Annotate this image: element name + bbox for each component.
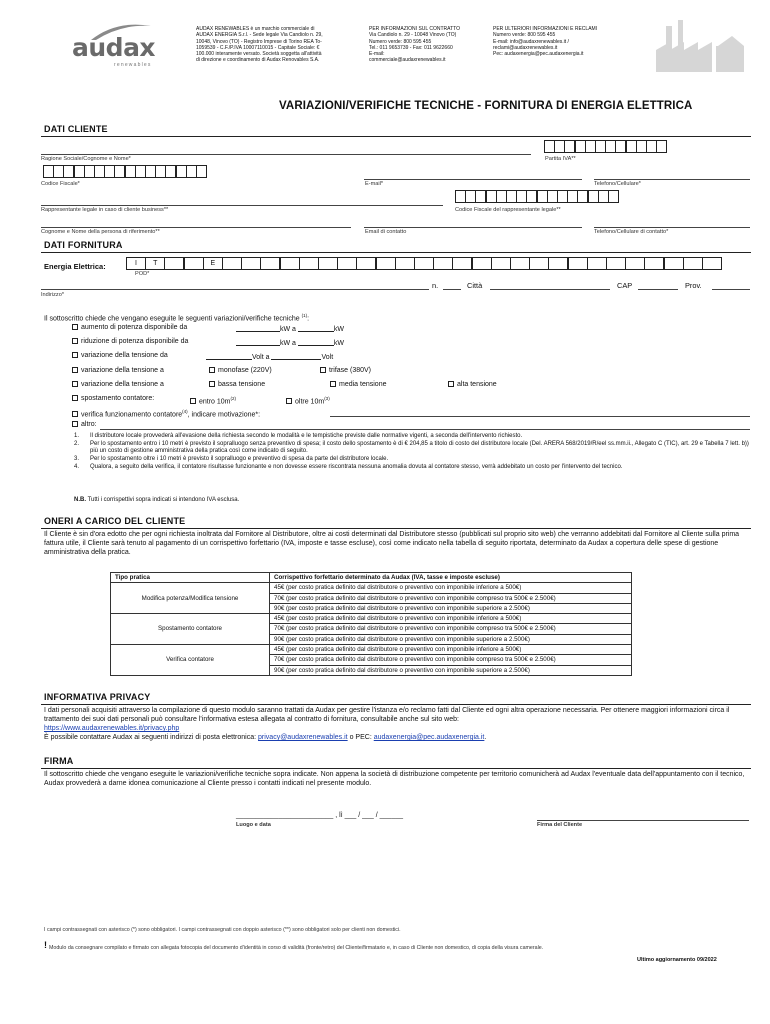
checkbox[interactable] [330, 381, 336, 387]
option-verifica[interactable]: verifica funzionamento contatore$^{(4)}$, indicare motivazione*: [72, 407, 260, 419]
option-entro-10m[interactable]: entro $10m^{(2)}$ [190, 394, 236, 406]
section-oneri: ONERI A CARICO DEL CLIENTE [44, 516, 186, 526]
codice-fiscale-boxes[interactable] [43, 165, 206, 178]
logo [66, 22, 156, 72]
prov-label: Prov. [685, 281, 702, 290]
email-contatto-label: Email di contatto [365, 229, 407, 235]
section-dati-cliente: DATI CLIENTE [44, 124, 108, 134]
firma-line[interactable] [537, 820, 749, 821]
checkbox[interactable] [72, 381, 78, 387]
luogo-data-field[interactable]: _________________________ , lì ___ / ___ / ______ [236, 812, 403, 819]
civico-label: n. [432, 281, 439, 290]
email-label: E-mail* [365, 181, 384, 187]
nb-note: N.B. Tutti i corrispettivi sopra indicati si intendono IVA esclusa. [74, 497, 240, 503]
privacy-link[interactable]: https://www.audaxrenewables.it/privacy.php [44, 725, 180, 732]
ragione-sociale-label: Ragione Sociale/Cognome e Nome* [41, 156, 131, 162]
cognome-contatto-label: Cognome e Nome della persona di riferimento** [41, 229, 160, 235]
codice-fiscale-label: Codice Fiscale* [41, 181, 80, 187]
option-spostamento[interactable]: spostamento contatore: [72, 394, 154, 403]
tel-contatto-label: Telefono/Cellulare di contatto* [594, 229, 669, 235]
firma-cliente-label: Firma del Cliente [537, 822, 583, 828]
pec-email-link[interactable]: audaxenergia@pec.audaxenergia.it [373, 734, 485, 741]
footer-note-2: Modulo da consegnare compilato e firmato con allegata fotocopia del documento d'identità in corso di validità (fronte/retro) del Cliente/firmatario e, in caso di Cliente non domestico, di copia della visura camerale. [49, 945, 544, 951]
checkbox[interactable] [72, 395, 78, 401]
privacy-email-link[interactable]: privacy@audaxrenewables.it [258, 734, 348, 741]
factory-icon [656, 16, 746, 72]
option-variazione-tensione-da[interactable]: variazione della tensione da [72, 351, 168, 360]
table-row: 90€ (per costo pratica definito dal distributore o preventivo con imponibile superiore a 2.500€) [111, 665, 632, 675]
altro-line[interactable] [100, 429, 750, 430]
checkbox[interactable] [448, 381, 454, 387]
checkbox[interactable] [190, 398, 196, 404]
energia-elettrica-label: Energia Elettrica: [44, 262, 106, 271]
checkbox[interactable] [72, 338, 78, 344]
checkbox[interactable] [72, 421, 78, 427]
rappresentante-label: Rappresentante legale in caso di cliente business** [41, 207, 169, 213]
checkbox[interactable] [72, 352, 78, 358]
firma-text: Il sottoscritto chiede che vengano eseguite le variazioni/verifiche tecniche sopra indicate. Non appena la società di distribuzione competente per territorio comunicherà ad Audax l'eventuale data dell'appuntamento con il tecnico, Audax provvederà a darne idonea comunicazione al Cliente presso i contatti indicati nel presente modulo. [44, 771, 745, 787]
section-privacy: INFORMATIVA PRIVACY [44, 692, 151, 702]
option-bassa-tensione[interactable]: bassa tensione [209, 380, 265, 389]
tensione-values[interactable]: Volt a Volt [206, 351, 333, 362]
table-row: 70€ (per costo pratica definito dal distributore o preventivo con imponibile compreso tra 500€ e 2.500€) [111, 655, 632, 665]
footer-note-1: I campi contrassegnati con asterisco (*) sono obbligatori. I campi contrassegnati con doppio asterisco (**) sono obbligatori solo per clienti non domestici. [44, 927, 401, 933]
verifica-motivazione-line[interactable] [330, 416, 750, 417]
partita-iva-label: Partita IVA** [545, 156, 576, 162]
logo-subtext: renewables [114, 62, 152, 68]
pod-label: POD* [135, 271, 150, 277]
option-variazione-tensione-a2[interactable]: variazione della tensione a [72, 380, 164, 389]
section-dati-fornitura: DATI FORNITURA [44, 240, 123, 250]
table-row: 70€ (per costo pratica definito dal distributore o preventivo con imponibile compreso tra 500€ e 2.500€) [111, 624, 632, 634]
citta-label: Città [467, 281, 483, 290]
option-monofase[interactable]: monofase (220V) [209, 366, 272, 375]
option-variazione-tensione-a1[interactable]: variazione della tensione a [72, 366, 164, 375]
contract-info: PER INFORMAZIONI SUL CONTRATTO Via Candiolo n. 29 - 10048 Vinovo (TO) Numero verde: 800 595 455 Tel.: 011 9653739 - Fax: 011 9622660 E-mail: commerciale@audaxrenewables.it [369, 26, 461, 64]
table-row: Spostamento contatore 45€ (per costo pratica definito dal distributore o preventivo con imponibile inferiore a 500€) [111, 614, 632, 624]
indirizzo-label: Indirizzo* [41, 292, 65, 298]
checkbox[interactable] [72, 324, 78, 330]
table-row: 90€ (per costo pratica definito dal distributore o preventivo con imponibile superiore a 2.500€) [111, 634, 632, 644]
cf-rappresentante-label: Codice Fiscale del rappresentante legale** [455, 207, 561, 213]
option-riduzione[interactable]: riduzione di potenza disponibile da [72, 337, 188, 346]
col-tipo-pratica: Tipo pratica [111, 573, 270, 583]
company-info: AUDAX RENEWABLES è un marchio commerciale di AUDAX ENERGIA S.r.l. - Sede legale Via Candiolo n. 29, 10048, Vinovo (TO) - Registro Imprese di Torino REA To- 1059539 - C.F./P.IVA 10007110015 - Capitale Sociale: € 100.000 interamente versato. Società soggetta all'attività di direzione e coordinamento di Audax Renovables S.A. [196, 26, 323, 64]
option-media-tensione[interactable]: media tensione [330, 380, 386, 389]
option-oltre-10m[interactable]: oltre $10m^{(3)}$ [286, 394, 330, 406]
oneri-text: Il Cliente è sin d'ora edotto che per ogni richiesta inoltrata dal Fornitore al Distributore, oltre ai costi determinati dal Distributore stesso (pubblicati sul proprio sito web) che verranno addebitati dal Fornitore al Cliente sulla prima fattura utile, il Cliente sarà tenuto al pagamento di un corrispettivo forfettario (IVA, imposte e tasse escluse), così come indicato nella tabella di seguito riportata, determinato da Audax a copertura delle spese di gestione amministrativa della pratica. [44, 531, 740, 556]
cap-label: CAP [617, 281, 633, 290]
table-row: Verifica contatore 45€ (per costo pratica definito dal distributore o preventivo con imponibile inferiore a 500€) [111, 645, 632, 655]
oneri-table [110, 572, 632, 676]
aumento-values[interactable]: kW a kW [236, 323, 344, 334]
option-trifase[interactable]: trifase (380V) [320, 366, 371, 375]
checkbox[interactable] [209, 367, 215, 373]
claims-info: PER ULTERIORI INFORMAZIONI E RECLAMI Numero verde: 800 595 455 E-mail: info@audaxrenewables.it / reclami@audaxrenewables.it Pec: audaxenergia@pec.audaxenergia.it [493, 26, 598, 58]
section-firma: FIRMA [44, 756, 74, 766]
checkbox[interactable] [72, 367, 78, 373]
checkbox[interactable] [72, 411, 78, 417]
checkbox[interactable] [209, 381, 215, 387]
privacy-text: I dati personali acquisiti attraverso la compilazione di questo modulo saranno trattati da Audax per gestire l'istanza e/o reclamo fatti dal Cliente ed ogni altra operazione necessaria. Per ottenere maggiori informazioni circa il trattamento dei suoi dati personali può consultare l'informativa estesa allegata al contratto di fornitura, consultabile anche sul sito web: https://www.audaxrenewables.it/privacy.php È possibile contattare Audax ai seguenti indirizzi di posta elettronica: privacy@audaxrenewables.it o PEC: audaxenergia@pec.audaxenergia.it. [44, 707, 730, 741]
last-update: Ultimo aggiornamento 09/2022 [637, 957, 717, 963]
table-row: 90€ (per costo pratica definito dal distributore o preventivo con imponibile superiore a 2.500€) [111, 603, 632, 613]
pod-boxes[interactable]: I T E [126, 257, 722, 270]
col-corrispettivo: Corrispettivo forfettario determinato da Audax (IVA, tasse e imposte escluse) [270, 573, 632, 583]
riduzione-values[interactable]: kW a kW [236, 337, 344, 348]
option-altro[interactable]: altro: [72, 420, 97, 429]
option-alta-tensione[interactable]: alta tensione [448, 380, 497, 389]
checkbox[interactable] [286, 398, 292, 404]
telefono-label: Telefono/Cellulare* [594, 181, 641, 187]
luogo-data-label: Luogo e data [236, 822, 271, 828]
footer-exclamation-icon: ! [44, 940, 47, 950]
request-intro: Il sottoscritto chiede che vengano eseguite le seguenti variazioni/verifiche tecniche $^{(1)}$: [44, 313, 310, 323]
partita-iva-boxes[interactable] [544, 140, 666, 153]
table-row: 70€ (per costo pratica definito dal distributore o preventivo con imponibile compreso tra 500€ e 2.500€) [111, 593, 632, 603]
checkbox[interactable] [320, 367, 326, 373]
page-title: VARIAZIONI/VERIFICHE TECNICHE - FORNITURA DI ENERGIA ELETTRICA [279, 100, 693, 112]
notes-list: 1. Il distributore locale provvederà all'evasione della richiesta secondo le modalità e le tempistiche previste dalle normative vigenti, a seconda dell'intervento richiesto. 2. Per lo spostamento entro i 10 metri è previsto il sopralluogo senza preventivo di spesa; il costo dello spostamento è di € 204,85 a titolo di costo del distributore locale (Del. ARERA 568/2019/R/eel ss.mm.ii., Allegato C (TIC), art. 29 e Tabella 7 lett. b)) più un costo di gestione amministrativa della pratica così come indicato di seguito. 3. Per lo spostamento oltre i 10 metri è previsto il sopralluogo e preventivo di spesa da parte del distributore locale. 4. Qualora, a seguito della verifica, il contatore risultasse funzionante e non dovesse essere riscontrata nessuna anomalia dovuta al contatore stesso, verrà addebitato un costo per l'intervento del tecnico. [74, 433, 749, 470]
logo-text: audax [72, 33, 156, 62]
table-header-row [111, 573, 632, 583]
table-row: Modifica potenza/Modifica tensione 45€ (per costo pratica definito dal distributore o preventivo con imponibile inferiore a 500€) [111, 583, 632, 593]
option-aumento[interactable]: aumento di potenza disponibile da [72, 323, 187, 332]
cf-rappresentante-boxes[interactable] [455, 190, 618, 203]
